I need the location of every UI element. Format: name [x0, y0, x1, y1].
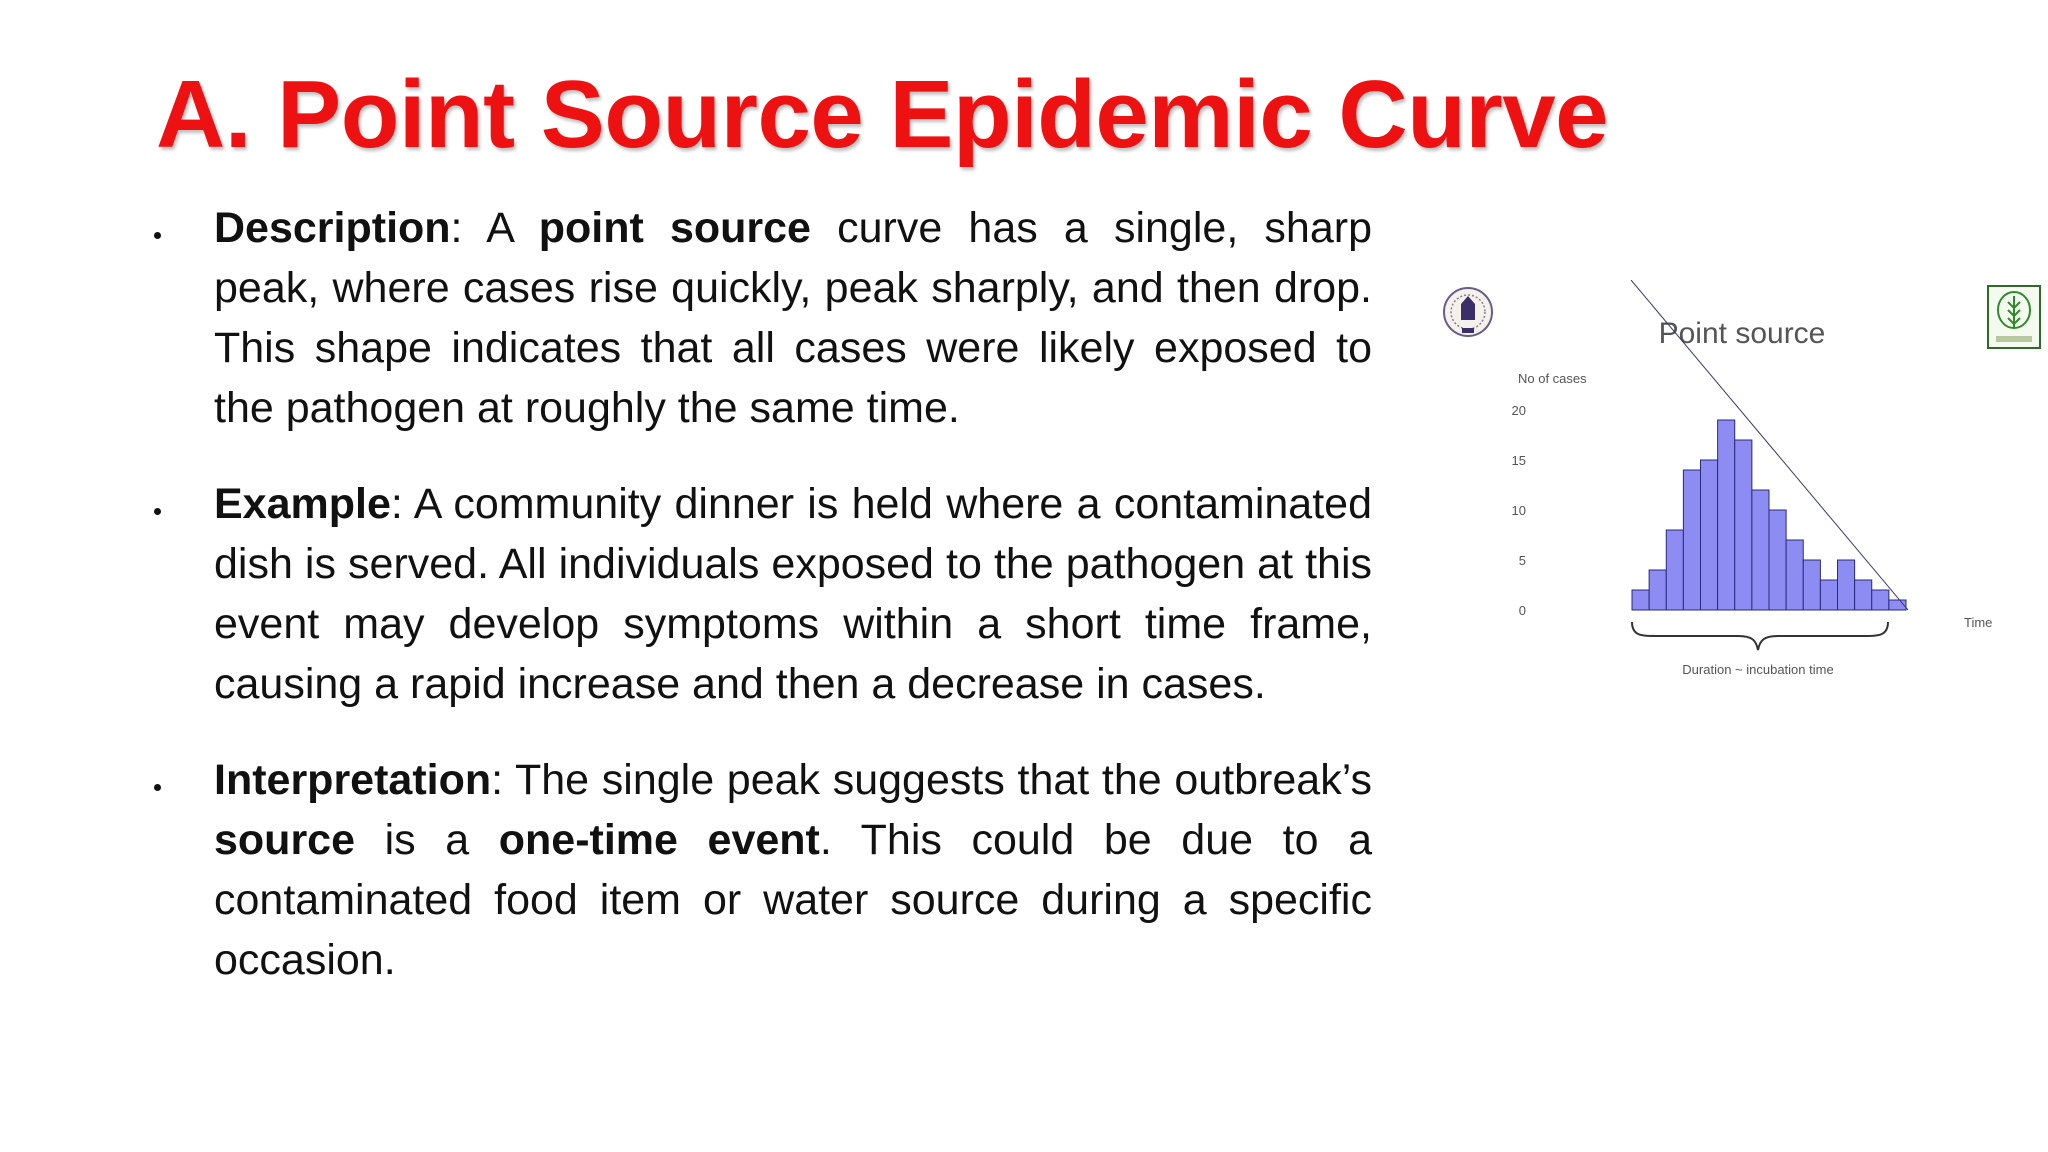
y-tick-label: 10	[1511, 503, 1526, 518]
bar-4	[1683, 470, 1700, 610]
bar-3	[1666, 530, 1683, 610]
bar-11	[1803, 560, 1820, 610]
bar-13	[1838, 560, 1855, 610]
institute-emblem-icon	[1444, 288, 1492, 336]
bar-5	[1701, 460, 1718, 610]
bullet-dot-icon	[154, 232, 161, 239]
agri-wheat-emblem-icon	[1988, 286, 2040, 348]
point-source-figure	[1436, 280, 2046, 700]
duration-annotation: Duration ~ incubation time	[1682, 662, 1834, 677]
bar-10	[1786, 540, 1803, 610]
bar-1	[1632, 590, 1649, 610]
bullet-description-text: Description: A point source curve has a single, sharp peak, where cases rise quickly, peak sharply, and then drop. This shape indicates that all cases were likely exposed to the pathogen at roughly the same time.	[214, 204, 1372, 432]
bullet-dot-icon	[154, 508, 161, 515]
y-ticks	[1512, 403, 1526, 618]
epidemic-curve-chart	[1436, 280, 2046, 700]
bar-15	[1872, 590, 1889, 610]
bar-6	[1718, 420, 1735, 610]
bullet-interpretation-text: Interpretation: The single peak suggests that the outbreak’s source is a one-time event. This could be due to a contaminated food item or water source during a specific occasion.	[214, 756, 1372, 984]
bullet-example-text: Example: A community dinner is held where a contaminated dish is served. All individuals exposed to the pathogen at this event may develop symptoms within a short time frame, causing a rapid increase and then a decrease in cases.	[214, 480, 1372, 708]
y-axis-label: No of cases	[1518, 371, 1587, 386]
bullet-dot-icon	[154, 784, 161, 791]
bullet-list	[150, 198, 1372, 1026]
bar-14	[1855, 580, 1872, 610]
y-tick-label: 20	[1511, 403, 1526, 418]
bar-7	[1735, 440, 1752, 610]
y-tick-label: 0	[1518, 603, 1526, 618]
x-axis-label: Time	[1964, 615, 1993, 630]
bullet-example	[150, 474, 1372, 714]
duration-brace-icon	[1632, 622, 1888, 650]
bars	[1632, 420, 1906, 610]
bar-12	[1820, 580, 1837, 610]
y-tick-label: 15	[1511, 453, 1526, 468]
bar-2	[1649, 570, 1666, 610]
bar-9	[1769, 510, 1786, 610]
bullet-description	[150, 198, 1372, 438]
bullet-interpretation	[150, 750, 1372, 990]
y-tick-label: 5	[1518, 553, 1526, 568]
chart-title: Point source	[1658, 317, 1826, 350]
slide-title: A. Point Source Epidemic Curve	[156, 61, 1608, 168]
bar-8	[1752, 490, 1769, 610]
